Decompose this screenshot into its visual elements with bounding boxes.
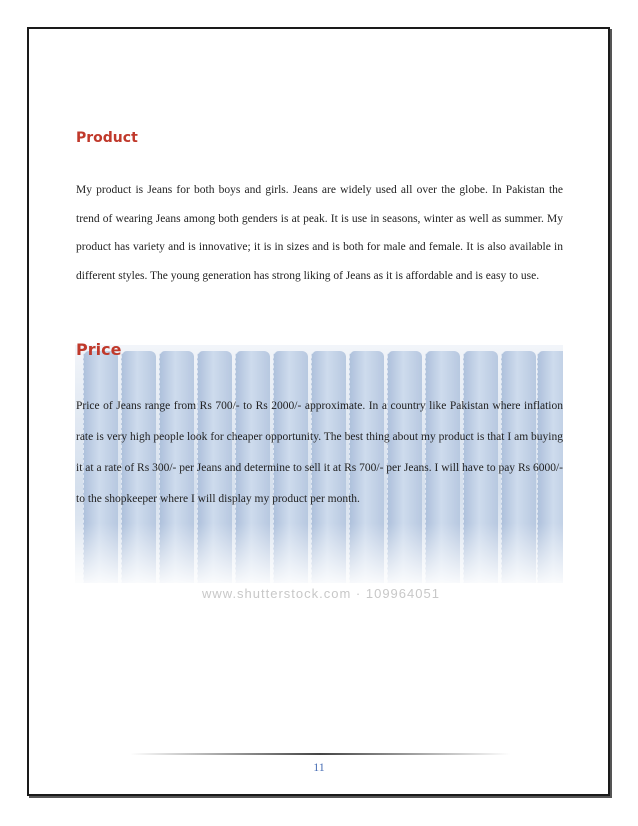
price-heading: Price — [76, 340, 122, 359]
footer-divider — [130, 753, 510, 755]
price-paragraph: Price of Jeans range from Rs 700/- to Rs 2000/- approximate. In a country like Pakistan where inflation rate is very high people look for cheaper opportunity. The best thing about my product is that I am buying it at a rate of Rs 300/- per Jeans and determine to sell it at Rs 700/- per Jeans. I will have to pay Rs 6000/- to the shopkeeper where I will display my product per month. — [76, 400, 563, 505]
product-heading: Product — [76, 130, 138, 146]
page-number: 11 — [313, 760, 325, 774]
image-watermark: www.shutterstock.com · 109964051 — [202, 586, 440, 601]
product-paragraph: My product is Jeans for both boys and girls. Jeans are widely used all over the globe. In Pakistan the trend of wearing Jeans among both genders is at peak. It is use in seasons, winter as well as summer. My product has variety and is innovative; it is in sizes and is both for male and female. It is also available in different styles. The young generation has strong liking of Jeans as it is affordable and is easy to use. — [76, 184, 563, 282]
